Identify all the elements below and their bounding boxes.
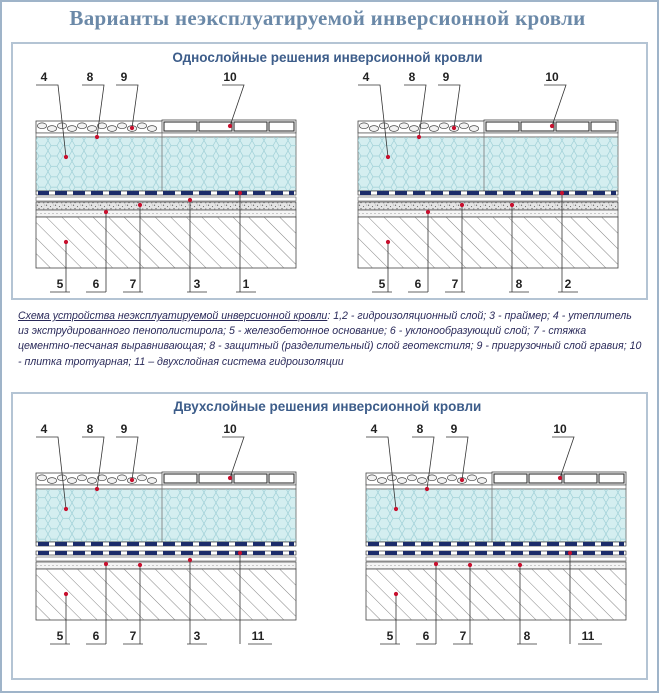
bottom-label-5: 5: [386, 629, 394, 643]
bottom-label-11: 11: [251, 629, 265, 643]
bottom-label-7: 7: [451, 277, 459, 291]
roof-diagram-a: [36, 70, 296, 292]
geotextile-top: [36, 485, 296, 489]
paving-tile: [234, 474, 267, 483]
single-layer-section-title: Однослойные решения инверсионной кровли: [172, 50, 483, 65]
bottom-label-11: 11: [581, 629, 595, 643]
top-label-10: 10: [545, 70, 559, 84]
marker-dot: [188, 198, 192, 202]
marker-dot: [130, 478, 134, 482]
gravel-stone: [47, 478, 56, 484]
bottom-label-7: 7: [129, 277, 137, 291]
insulation-hex: [36, 489, 296, 542]
marker-dot: [518, 563, 522, 567]
separation-layer: [358, 197, 618, 201]
gravel-stone: [147, 478, 156, 484]
concrete-hatch: [36, 569, 296, 620]
paving-tile: [599, 474, 624, 483]
gravel-stone: [469, 126, 478, 132]
top-label-8: 8: [86, 422, 94, 436]
gravel-stone: [429, 126, 438, 132]
marker-dot: [130, 126, 134, 130]
bottom-label-2: 2: [564, 277, 572, 291]
top-label-8: 8: [408, 70, 416, 84]
top-label-4: 4: [362, 70, 370, 84]
marker-dot: [434, 562, 438, 566]
gravel-stone: [117, 475, 126, 481]
paving-tile: [564, 474, 597, 483]
marker-dot: [550, 124, 554, 128]
marker-dot: [468, 563, 472, 567]
marker-dot: [425, 487, 429, 491]
membrane-dashes-2: [368, 551, 624, 555]
top-label-4: 4: [40, 422, 48, 436]
top-label-9: 9: [442, 70, 450, 84]
separation-layer: [36, 557, 296, 561]
top-label-4: 4: [370, 422, 378, 436]
paving-tile: [494, 474, 527, 483]
marker-dot: [64, 240, 68, 244]
top-label-9: 9: [450, 422, 458, 436]
paving-tile: [199, 474, 232, 483]
gravel-stone: [417, 478, 426, 484]
marker-dot: [64, 592, 68, 596]
separation-layer: [36, 197, 296, 201]
bottom-label-6: 6: [92, 629, 100, 643]
gravel-stone: [389, 126, 398, 132]
gravel-stone: [477, 478, 486, 484]
legend-lead: Схема устройства неэксплуатируемой инверсионной кровли: [18, 310, 328, 322]
marker-dot: [138, 563, 142, 567]
gravel-stone: [67, 478, 76, 484]
roof-diagram-c: [36, 422, 296, 644]
gravel-stone: [369, 126, 378, 132]
gravel-stone: [467, 475, 476, 481]
insulation-hex: [36, 137, 296, 191]
gravel-stone: [107, 126, 116, 132]
membrane-dashes-2: [38, 551, 294, 555]
marker-dot: [568, 551, 572, 555]
top-label-4: 4: [40, 70, 48, 84]
membrane-dashes-1: [368, 542, 624, 546]
gravel-stone: [397, 478, 406, 484]
membrane-dashes-1: [38, 191, 294, 195]
paving-tile: [486, 122, 519, 131]
gravel-stone: [47, 126, 56, 132]
bottom-label-7: 7: [129, 629, 137, 643]
legend-body: : 1,2 - гидроизоляционный слой; 3 - праймер; 4 - утеплитель из экструдированного пенополистирола; 5 - железобетонное основание; 6 - уклонообразующий слой; 7 - стяжка цементно-песчаная выравнивающая; 8 - защитный (разделительный) слой геотекстиля; 9 - пригрузочный слой гравия; 10 - плитка тротуарная; 11 – двухслойная система гидроизоляции: [18, 310, 642, 368]
paving-tile: [529, 474, 562, 483]
top-label-8: 8: [86, 70, 94, 84]
insulation-hex: [358, 137, 618, 191]
top-label-10: 10: [553, 422, 567, 436]
marker-dot: [64, 507, 68, 511]
bottom-label-5: 5: [378, 277, 386, 291]
paving-tile: [269, 474, 294, 483]
gravel-stone: [367, 475, 376, 481]
gravel-stone: [147, 126, 156, 132]
marker-dot: [238, 191, 242, 195]
marker-dot: [228, 476, 232, 480]
marker-dot: [452, 126, 456, 130]
marker-dot: [394, 507, 398, 511]
marker-dot: [228, 124, 232, 128]
membrane-dashes-1: [38, 542, 294, 546]
screed-layer: [36, 202, 296, 210]
concrete-hatch: [36, 217, 296, 268]
gravel-stone: [359, 123, 368, 129]
gravel-stone: [137, 475, 146, 481]
marker-dot: [64, 155, 68, 159]
gravel-stone: [37, 123, 46, 129]
paving-tile: [164, 122, 197, 131]
marker-dot: [95, 487, 99, 491]
bottom-label-6: 6: [422, 629, 430, 643]
paving-tile: [521, 122, 554, 131]
membrane-dashes-1: [360, 191, 616, 195]
marker-dot: [460, 203, 464, 207]
marker-dot: [394, 592, 398, 596]
top-label-10: 10: [223, 70, 237, 84]
gravel-stone: [87, 478, 96, 484]
marker-dot: [426, 210, 430, 214]
concrete-hatch: [366, 569, 626, 620]
gravel-stone: [459, 123, 468, 129]
top-label-8: 8: [416, 422, 424, 436]
gravel-stone: [439, 123, 448, 129]
geotextile-top: [358, 133, 618, 137]
bottom-label-6: 6: [414, 277, 422, 291]
double-layer-section-title: Двухслойные решения инверсионной кровли: [173, 399, 482, 414]
bottom-label-7: 7: [459, 629, 467, 643]
gravel-stone: [447, 475, 456, 481]
roof-diagram-b: [358, 70, 618, 292]
gravel-stone: [407, 475, 416, 481]
gravel-stone: [87, 126, 96, 132]
marker-dot: [560, 191, 564, 195]
marker-dot: [188, 558, 192, 562]
bottom-label-6: 6: [92, 277, 100, 291]
paving-tile: [269, 122, 294, 131]
concrete-hatch: [358, 217, 618, 268]
marker-dot: [386, 155, 390, 159]
bottom-label-8: 8: [523, 629, 531, 643]
marker-dot: [138, 203, 142, 207]
gravel-stone: [399, 123, 408, 129]
top-label-9: 9: [120, 422, 128, 436]
marker-dot: [95, 135, 99, 139]
top-label-10: 10: [223, 422, 237, 436]
bottom-label-5: 5: [56, 277, 64, 291]
marker-dot: [386, 240, 390, 244]
bottom-label-5: 5: [56, 629, 64, 643]
top-label-9: 9: [120, 70, 128, 84]
bottom-label-3: 3: [193, 629, 201, 643]
geotextile-top: [36, 133, 296, 137]
gravel-stone: [377, 478, 386, 484]
roof-diagram-d: [366, 422, 626, 644]
separation-layer: [366, 557, 626, 561]
gravel-stone: [137, 123, 146, 129]
paving-tile: [556, 122, 589, 131]
marker-dot: [558, 476, 562, 480]
marker-dot: [104, 562, 108, 566]
marker-dot: [238, 551, 242, 555]
bottom-label-1: 1: [242, 277, 250, 291]
paving-tile: [164, 474, 197, 483]
page-title: Варианты неэксплуатируемой инверсионной кровли: [69, 6, 586, 30]
bottom-label-3: 3: [193, 277, 201, 291]
paving-tile: [591, 122, 616, 131]
screed-layer: [358, 202, 618, 210]
marker-dot: [417, 135, 421, 139]
marker-dot: [510, 203, 514, 207]
gravel-stone: [409, 126, 418, 132]
paving-tile: [234, 122, 267, 131]
marker-dot: [460, 478, 464, 482]
gravel-stone: [77, 123, 86, 129]
gravel-stone: [117, 123, 126, 129]
gravel-stone: [37, 475, 46, 481]
paving-tile: [199, 122, 232, 131]
bottom-label-8: 8: [515, 277, 523, 291]
marker-dot: [104, 210, 108, 214]
gravel-stone: [77, 475, 86, 481]
insulation-hex: [366, 489, 626, 542]
geotextile-top: [366, 485, 626, 489]
gravel-stone: [437, 478, 446, 484]
gravel-stone: [67, 126, 76, 132]
gravel-stone: [107, 478, 116, 484]
